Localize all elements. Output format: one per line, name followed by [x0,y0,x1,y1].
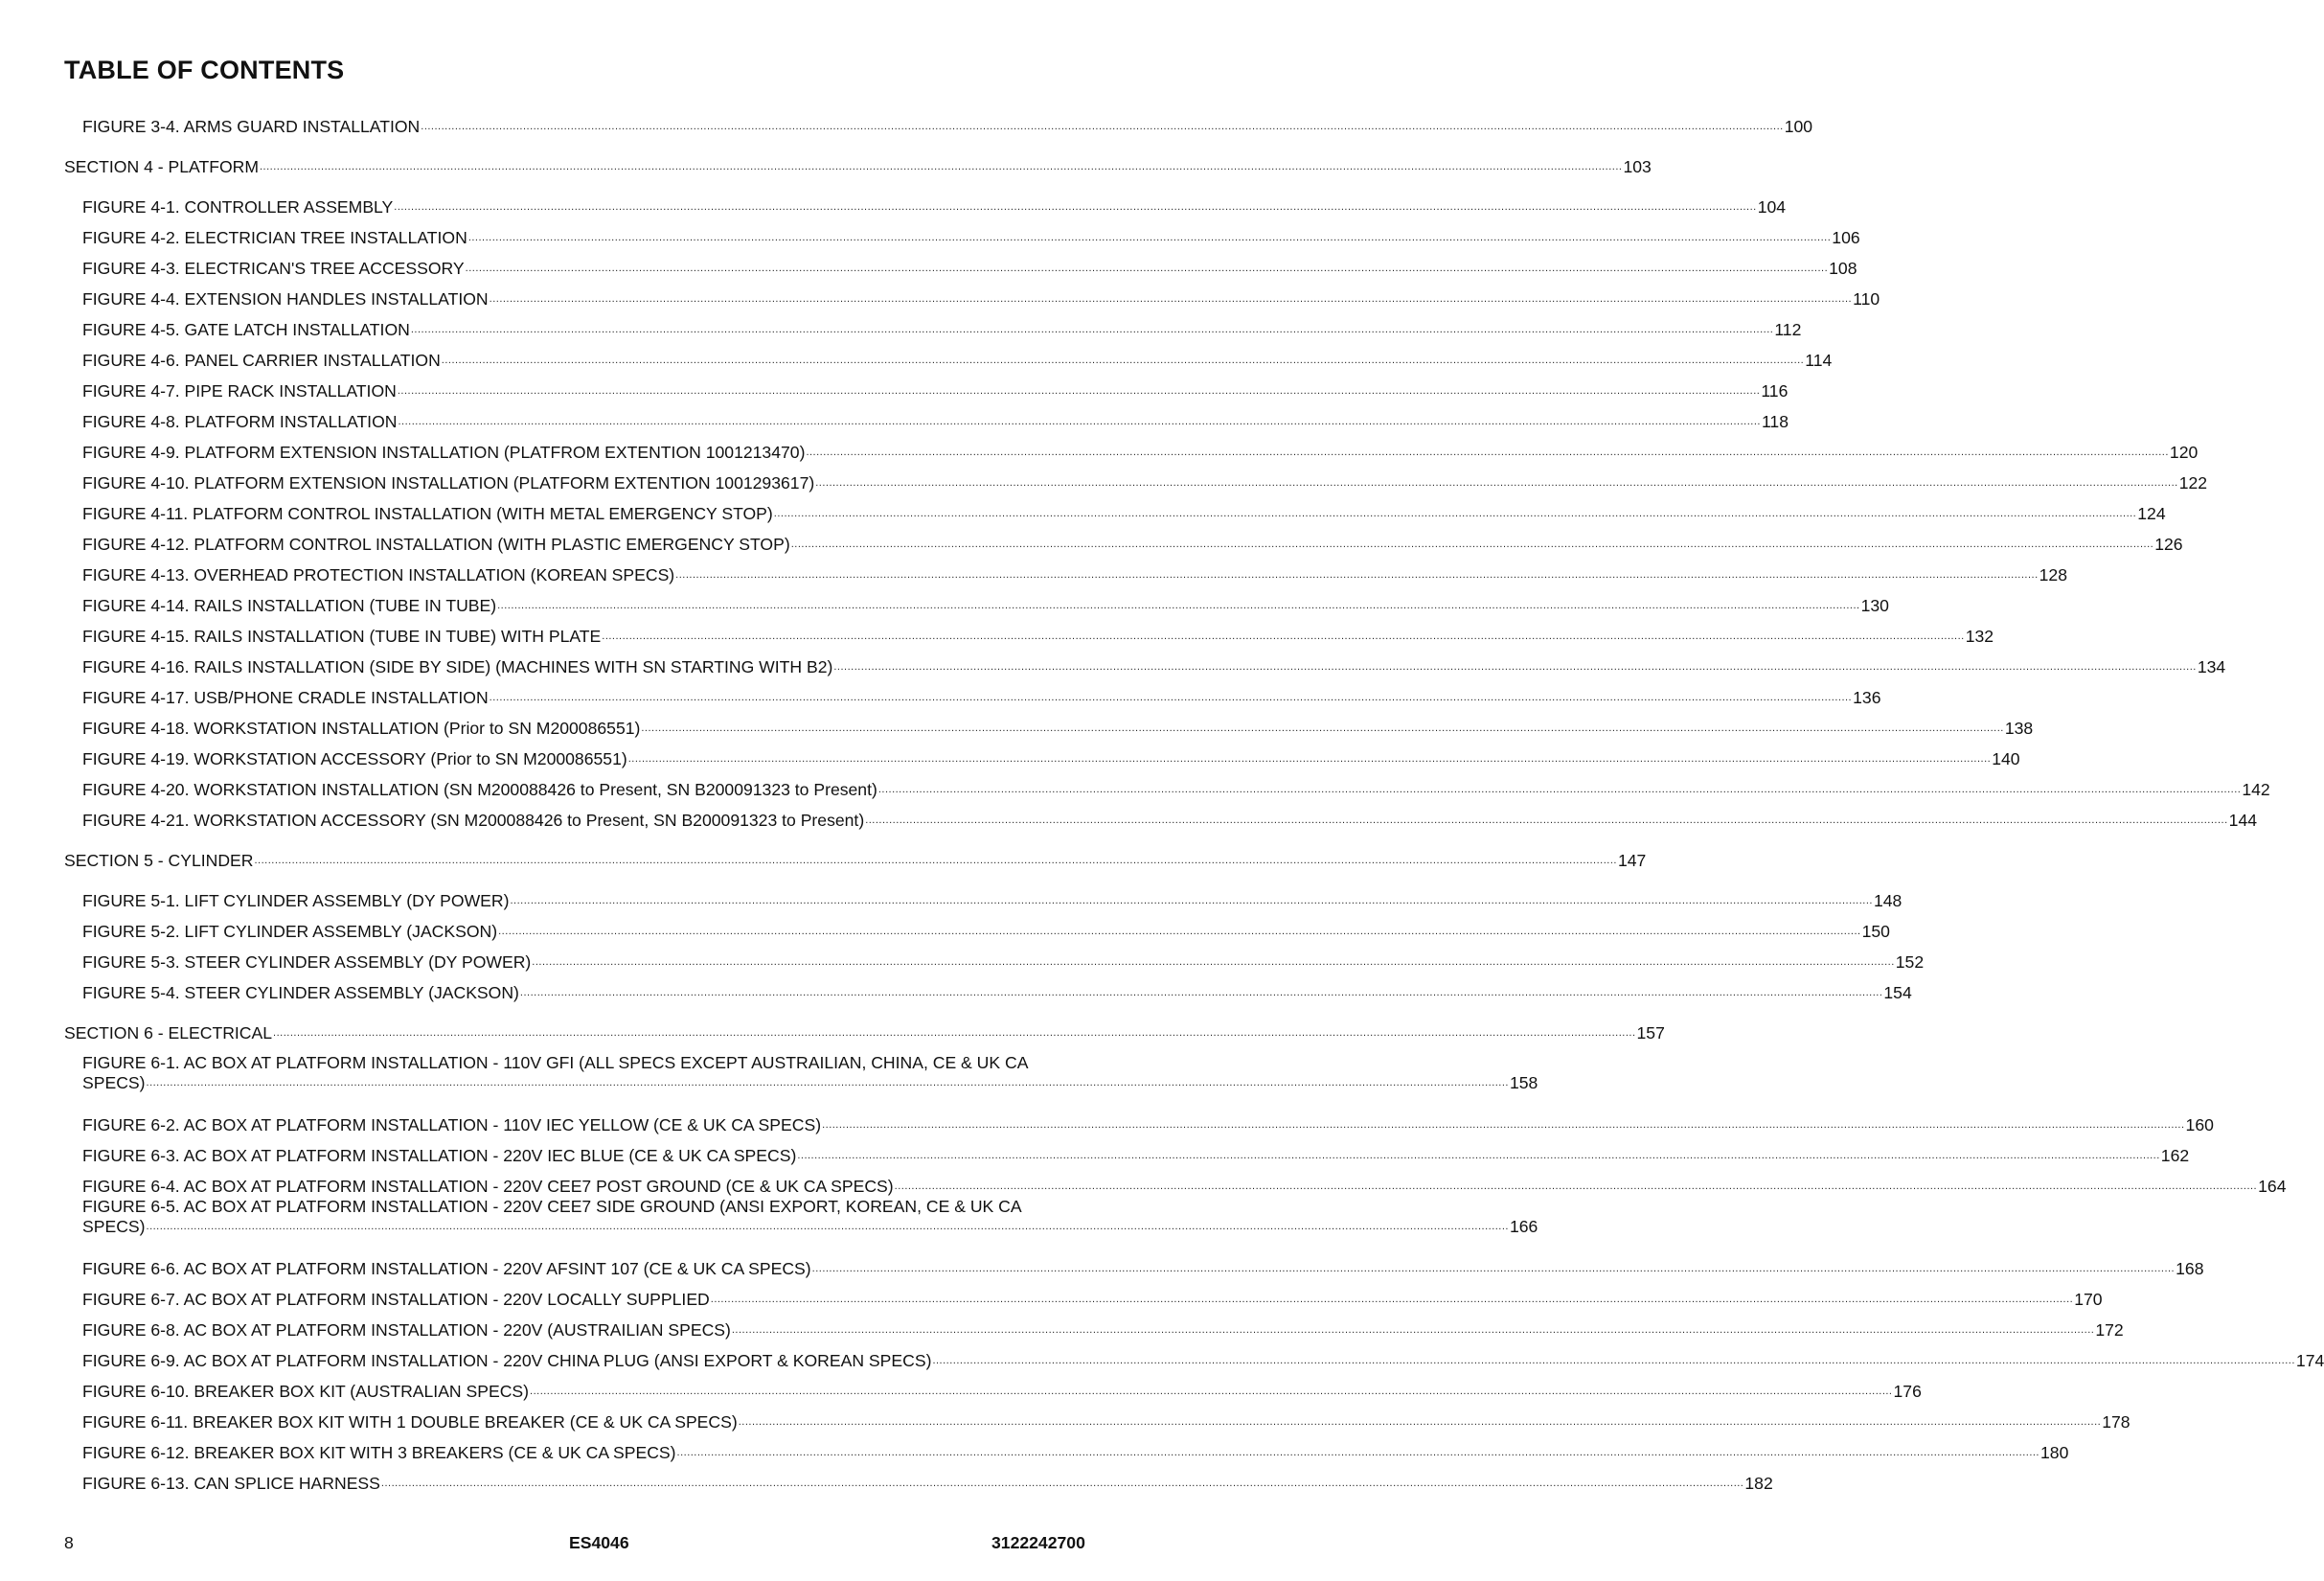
toc-entry-label: FIGURE 5-4. STEER CYLINDER ASSEMBLY (JACKSON) [82,983,519,1002]
toc-entry-page: 150 [1861,922,1890,941]
footer-model: ES4046 [569,1533,629,1552]
toc-figure-entry[interactable] [64,555,2067,585]
toc-entry-page: 164 [2258,1177,2287,1196]
toc-entry-label: FIGURE 4-12. PLATFORM CONTROL INSTALLATION (WITH PLASTIC EMERGENCY STOP) [82,535,790,554]
toc-figure-entry[interactable] [64,1197,1538,1249]
dot-leader: ................................................................................................................................................................................................................................................................................................................................................................................................................ [627,753,1992,765]
dot-leader: ................................................................................................................................................................................................................................................................................................................................................................................................................ [865,814,2228,826]
toc-entry-page: 104 [1757,197,1787,217]
dot-leader: ................................................................................................................................................................................................................................................................................................................................................................................................................ [797,1150,2160,1161]
dot-leader: ................................................................................................................................................................................................................................................................................................................................................................................................................ [738,1416,2102,1428]
toc-entry-label: FIGURE 6-10. BREAKER BOX KIT (AUSTRALIAN SPECS) [82,1382,530,1401]
dot-leader: ................................................................................................................................................................................................................................................................................................................................................................................................................ [394,201,1757,213]
toc-entry-label: FIGURE 5-1. LIFT CYLINDER ASSEMBLY (DY POWER) [82,891,510,910]
toc-entry-page: 112 [1774,320,1802,339]
toc-figure-entry[interactable] [64,340,1833,371]
dot-leader: ................................................................................................................................................................................................................................................................................................................................................................................................................ [397,385,1761,397]
toc-entry-label: FIGURE 6-7. AC BOX AT PLATFORM INSTALLATION - 220V LOCALLY SUPPLIED [82,1290,710,1309]
toc-entry-label: FIGURE 4-19. WORKSTATION ACCESSORY (Prior to SN M200086551) [82,749,627,768]
toc-entry-page: 118 [1761,412,1789,431]
toc-entry-label: FIGURE 4-16. RAILS INSTALLATION (SIDE BY SIDE) (MACHINES WITH SN STARTING WITH B2) [82,657,833,676]
toc-entry-page: 160 [2185,1115,2214,1134]
toc-entry-label: FIGURE 4-3. ELECTRICAN'S TREE ACCESSORY [82,259,465,278]
toc-entry-page: 154 [1883,983,1912,1002]
dot-leader: ................................................................................................................................................................................................................................................................................................................................................................................................................ [441,355,1805,366]
dot-leader: ................................................................................................................................................................................................................................................................................................................................................................................................................ [146,1221,1509,1232]
toc-entry-label: FIGURE 6-9. AC BOX AT PLATFORM INSTALLATION - 220V CHINA PLUG (ANSI EXPORT & KOREAN SPECS) [82,1351,932,1370]
toc-figure-entry[interactable] [64,493,2166,524]
toc-entry-label: FIGURE 6-5. AC BOX AT PLATFORM INSTALLATION - 220V CEE7 SIDE GROUND (ANSI EXPORT, KOREAN, CE & UK CA [82,1197,1022,1216]
toc-figure-entry[interactable] [64,585,1889,616]
dot-leader: ................................................................................................................................................................................................................................................................................................................................................................................................................ [510,895,1873,906]
dot-leader: ................................................................................................................................................................................................................................................................................................................................................................................................................ [602,630,1965,642]
toc-entry-label: FIGURE 6-1. AC BOX AT PLATFORM INSTALLATION - 110V GFI (ALL SPECS EXCEPT AUSTRAILIAN, CHINA, CE & UK CA [82,1053,1029,1072]
toc-entry-label: FIGURE 4-9. PLATFORM EXTENSION INSTALLATION (PLATFROM EXTENTION 1001213470) [82,443,806,462]
toc-entry-page: 174 [2295,1351,2324,1370]
toc-entry-label: FIGURE 6-8. AC BOX AT PLATFORM INSTALLATION - 220V (AUSTRAILIAN SPECS) [82,1320,731,1340]
dot-leader: ................................................................................................................................................................................................................................................................................................................................................................................................................ [822,1119,2185,1131]
toc-entry-page: 106 [1832,228,1860,247]
toc-figure-entry[interactable] [64,1166,2287,1197]
dot-leader: ................................................................................................................................................................................................................................................................................................................................................................................................................ [731,1324,2095,1336]
toc-entry-page: 120 [2169,443,2199,462]
toc-entry-label-continued: SPECS) [82,1073,146,1092]
toc-entry-label: FIGURE 4-21. WORKSTATION ACCESSORY (SN M200088426 to Present, SN B200091323 to Present) [82,811,865,830]
toc-figure-entry[interactable] [64,1279,2103,1310]
toc-entry-page: 132 [1965,627,1994,646]
toc-entry-page: 162 [2160,1146,2190,1165]
toc-section-entry[interactable] [64,840,1647,871]
toc-entry-page: 134 [2197,657,2226,676]
dot-leader: ................................................................................................................................................................................................................................................................................................................................................................................................................ [260,161,1623,172]
dot-leader: ................................................................................................................................................................................................................................................................................................................................................................................................................ [877,784,2242,795]
toc-section-entry[interactable] [64,147,1652,177]
dot-leader: ................................................................................................................................................................................................................................................................................................................................................................................................................ [675,569,2039,581]
toc-figure-entry[interactable] [64,401,1789,432]
toc-entry-page: 170 [2074,1290,2103,1309]
toc-entry-page: 108 [1829,259,1857,278]
toc-entry-page: 158 [1509,1073,1538,1092]
dot-leader: ................................................................................................................................................................................................................................................................................................................................................................................................................ [254,855,1617,866]
toc-entry-page: 168 [2176,1259,2204,1278]
dot-leader: ................................................................................................................................................................................................................................................................................................................................................................................................................ [489,692,1853,703]
toc-entry-page: 157 [1636,1023,1665,1043]
toc-figure-entry[interactable] [64,647,2226,677]
dot-leader: ................................................................................................................................................................................................................................................................................................................................................................................................................ [380,1478,1744,1489]
toc-entry-page: 110 [1853,289,1880,309]
dot-leader: ................................................................................................................................................................................................................................................................................................................................................................................................................ [530,1386,1893,1397]
toc-entry-label: FIGURE 4-13. OVERHEAD PROTECTION INSTALLATION (KOREAN SPECS) [82,565,675,584]
dot-leader: ................................................................................................................................................................................................................................................................................................................................................................................................................ [790,538,2154,550]
toc-section-entry[interactable] [64,1013,1665,1043]
dot-leader: ................................................................................................................................................................................................................................................................................................................................................................................................................ [932,1355,2295,1366]
toc-entry-label: FIGURE 4-7. PIPE RACK INSTALLATION [82,381,397,401]
toc-figure-entry[interactable] [64,1463,1773,1494]
toc-figure-entry[interactable] [64,942,1925,973]
toc-entry-page: 182 [1744,1474,1773,1493]
toc-entry-label: FIGURE 4-18. WORKSTATION INSTALLATION (Prior to SN M200086551) [82,719,641,738]
toc-entry-page: 114 [1805,351,1833,370]
dot-leader: ................................................................................................................................................................................................................................................................................................................................................................................................................ [773,508,2137,519]
toc-entry-label: FIGURE 5-2. LIFT CYLINDER ASSEMBLY (JACKSON) [82,922,498,941]
dot-leader: ................................................................................................................................................................................................................................................................................................................................................................................................................ [146,1077,1509,1088]
toc-entry-page: 100 [1784,117,1813,136]
toc-figure-entry[interactable] [64,371,1789,401]
dot-leader: ................................................................................................................................................................................................................................................................................................................................................................................................................ [421,121,1784,132]
toc-entry-label: FIGURE 3-4. ARMS GUARD INSTALLATION [82,117,421,136]
toc-entry-label: FIGURE 6-6. AC BOX AT PLATFORM INSTALLATION - 220V AFSINT 107 (CE & UK CA SPECS) [82,1259,811,1278]
toc-figure-entry[interactable] [64,1249,2204,1279]
dot-leader: ................................................................................................................................................................................................................................................................................................................................................................................................................ [498,926,1861,937]
toc-entry-label: FIGURE 6-2. AC BOX AT PLATFORM INSTALLATION - 110V IEC YELLOW (CE & UK CA SPECS) [82,1115,822,1134]
toc-entry-label: FIGURE 4-2. ELECTRICIAN TREE INSTALLATION [82,228,467,247]
toc-entry-label-continued: SPECS) [82,1217,146,1236]
toc-entry-label: FIGURE 6-4. AC BOX AT PLATFORM INSTALLATION - 220V CEE7 POST GROUND (CE & UK CA SPECS) [82,1177,894,1196]
toc-figure-entry[interactable] [64,911,1890,942]
dot-leader: ................................................................................................................................................................................................................................................................................................................................................................................................................ [811,1263,2176,1274]
toc-entry-page: 128 [2039,565,2067,584]
toc-figure-entry[interactable] [64,309,1802,340]
toc-entry-label: FIGURE 4-8. PLATFORM INSTALLATION [82,412,398,431]
toc-figure-entry[interactable] [64,1310,2124,1340]
toc-entry-label: FIGURE 4-1. CONTROLLER ASSEMBLY [82,197,394,217]
dot-leader: ................................................................................................................................................................................................................................................................................................................................................................................................................ [676,1447,2039,1458]
toc-figure-entry[interactable] [64,218,1860,248]
dot-leader: ................................................................................................................................................................................................................................................................................................................................................................................................................ [410,324,1774,335]
dot-leader: ................................................................................................................................................................................................................................................................................................................................................................................................................ [894,1180,2258,1192]
toc-figure-entry[interactable] [64,769,2270,800]
toc-figure-entry[interactable] [64,1371,1922,1402]
toc-entry-label: FIGURE 4-4. EXTENSION HANDLES INSTALLATION [82,289,489,309]
toc-figure-entry[interactable] [64,187,1787,218]
toc-entry-page: 148 [1873,891,1902,910]
toc-entry-label: FIGURE 4-17. USB/PHONE CRADLE INSTALLATION [82,688,489,707]
toc-entry-label: FIGURE 6-3. AC BOX AT PLATFORM INSTALLATION - 220V IEC BLUE (CE & UK CA SPECS) [82,1146,797,1165]
toc-entry-page: 122 [2178,473,2208,493]
dot-leader: ................................................................................................................................................................................................................................................................................................................................................................................................................ [465,263,1829,274]
toc-figure-entry[interactable] [64,248,1857,279]
toc-entry-page: 138 [2004,719,2034,738]
toc-figure-entry[interactable] [64,1340,2324,1371]
dot-leader: ................................................................................................................................................................................................................................................................................................................................................................................................................ [467,232,1832,243]
toc-figure-entry[interactable] [64,800,2258,831]
dot-leader: ................................................................................................................................................................................................................................................................................................................................................................................................................ [833,661,2197,673]
toc-figure-entry[interactable] [64,1432,2069,1463]
dot-leader: ................................................................................................................................................................................................................................................................................................................................................................................................................ [641,722,2004,734]
toc-entry-label: SECTION 4 - PLATFORM [64,157,259,176]
toc-entry-page: 152 [1895,952,1925,972]
toc-figure-entry[interactable] [64,1135,2190,1166]
toc-entry-page: 147 [1617,851,1647,870]
toc-figure-entry[interactable] [64,463,2208,493]
toc-entry-page: 124 [2137,504,2166,523]
toc-entry-label: FIGURE 4-20. WORKSTATION INSTALLATION (SN M200088426 to Present, SN B200091323 to Present) [82,780,877,799]
toc-figure-entry[interactable] [64,973,1912,1003]
toc-entry-page: 166 [1509,1217,1538,1236]
toc-entry-page: 136 [1853,688,1881,707]
toc-figure-entry[interactable] [64,677,1881,708]
toc-entry-page: 178 [2102,1412,2130,1432]
toc-entry-page: 140 [1992,749,2020,768]
dot-leader: ................................................................................................................................................................................................................................................................................................................................................................................................................ [273,1027,1636,1039]
toc-entry-page: 126 [2154,535,2183,554]
footer-document-number: 3122242700 [991,1533,1085,1552]
toc-entry-label: FIGURE 4-11. PLATFORM CONTROL INSTALLATION (WITH METAL EMERGENCY STOP) [82,504,773,523]
dot-leader: ................................................................................................................................................................................................................................................................................................................................................................................................................ [519,987,1883,998]
toc-figure-entry[interactable] [64,616,1994,647]
toc-entry-label: FIGURE 6-12. BREAKER BOX KIT WITH 3 BREAKERS (CE & UK CA SPECS) [82,1443,676,1462]
toc-entry-label: FIGURE 4-10. PLATFORM EXTENSION INSTALLATION (PLATFORM EXTENTION 1001293617) [82,473,815,493]
toc-entry-label: FIGURE 4-14. RAILS INSTALLATION (TUBE IN TUBE) [82,596,497,615]
toc-entry-label: FIGURE 4-6. PANEL CARRIER INSTALLATION [82,351,441,370]
toc-figure-entry[interactable] [64,1053,1538,1105]
toc-figure-entry[interactable] [64,279,1880,309]
toc-entry-label: FIGURE 4-5. GATE LATCH INSTALLATION [82,320,410,339]
dot-leader: ................................................................................................................................................................................................................................................................................................................................................................................................................ [532,956,1895,968]
dot-leader: ................................................................................................................................................................................................................................................................................................................................................................................................................ [815,477,2178,489]
toc-entry-label: FIGURE 5-3. STEER CYLINDER ASSEMBLY (DY POWER) [82,952,532,972]
toc-entry-label: FIGURE 4-15. RAILS INSTALLATION (TUBE IN TUBE) WITH PLATE [82,627,602,646]
dot-leader: ................................................................................................................................................................................................................................................................................................................................................................................................................ [398,416,1761,427]
toc-entry-label: FIGURE 6-11. BREAKER BOX KIT WITH 1 DOUBLE BREAKER (CE & UK CA SPECS) [82,1412,738,1432]
dot-leader: ................................................................................................................................................................................................................................................................................................................................................................................................................ [710,1294,2074,1305]
toc-entry-page: 116 [1761,381,1789,401]
toc-entry-page: 142 [2242,780,2270,799]
toc-figure-entry[interactable] [64,1105,2214,1135]
toc-figure-entry[interactable] [64,524,2183,555]
toc-entry-page: 144 [2228,811,2258,830]
toc-entry-label: SECTION 5 - CYLINDER [64,851,254,870]
footer-page-number: 8 [64,1533,74,1552]
toc-figure-entry[interactable] [64,708,2034,739]
toc-figure-entry[interactable] [64,106,1813,137]
page-title: TABLE OF CONTENTS [64,56,345,84]
toc-figure-entry[interactable] [64,881,1902,911]
table-of-contents [64,106,2324,1494]
toc-entry-label: SECTION 6 - ELECTRICAL [64,1023,273,1043]
toc-entry-page: 103 [1623,157,1652,176]
toc-entry-page: 176 [1893,1382,1922,1401]
toc-entry-page: 172 [2095,1320,2124,1340]
toc-entry-label: FIGURE 6-13. CAN SPLICE HARNESS [82,1474,380,1493]
dot-leader: ................................................................................................................................................................................................................................................................................................................................................................................................................ [489,293,1853,305]
dot-leader: ................................................................................................................................................................................................................................................................................................................................................................................................................ [497,600,1860,611]
toc-figure-entry[interactable] [64,739,2020,769]
toc-entry-page: 130 [1860,596,1889,615]
toc-entry-page: 180 [2040,1443,2069,1462]
dot-leader: ................................................................................................................................................................................................................................................................................................................................................................................................................ [806,447,2169,458]
toc-figure-entry[interactable] [64,432,2199,463]
toc-figure-entry[interactable] [64,1402,2130,1432]
